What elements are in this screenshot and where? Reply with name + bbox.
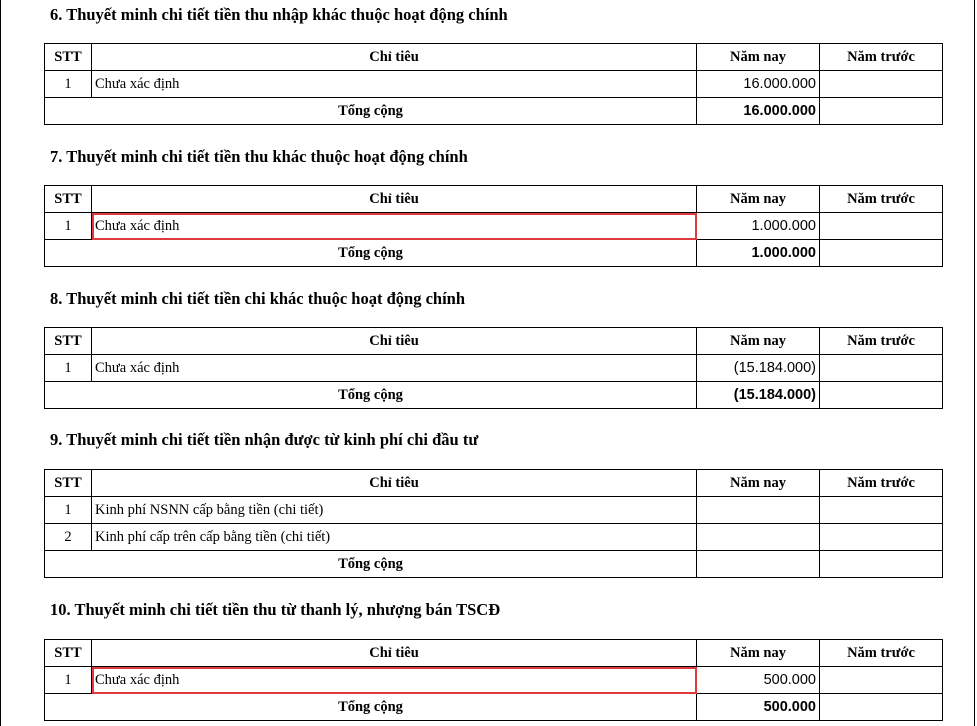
column-header-current-year: Năm nay <box>697 186 820 213</box>
section-heading: 8. Thuyết minh chi tiết tiền chi khác thuộc hoạt động chính <box>50 289 466 308</box>
row-previous-year-cell[interactable] <box>820 355 943 382</box>
row-stt: 1 <box>45 355 92 382</box>
column-header-name: Chỉ tiêu <box>92 470 697 497</box>
column-header-name: Chỉ tiêu <box>92 186 697 213</box>
row-current-year-cell[interactable] <box>697 497 820 524</box>
detail-table <box>44 43 943 125</box>
detail-table <box>44 327 943 409</box>
total-current-year: 16.000.000 <box>697 98 820 125</box>
row-stt: 1 <box>45 497 92 524</box>
row-previous-year-cell[interactable] <box>820 497 943 524</box>
total-previous-year <box>820 382 943 409</box>
row-stt: 1 <box>45 71 92 98</box>
total-current-year: (15.184.000) <box>697 382 820 409</box>
section-heading: 6. Thuyết minh chi tiết tiền thu nhập khác thuộc hoạt động chính <box>50 5 508 24</box>
column-header-name: Chỉ tiêu <box>92 640 697 667</box>
section-heading: 9. Thuyết minh chi tiết tiền nhận được từ kinh phí chi đầu tư <box>50 430 479 449</box>
row-stt: 1 <box>45 213 92 240</box>
table-row <box>45 524 943 551</box>
total-row <box>45 382 943 409</box>
row-previous-year-cell[interactable] <box>820 213 943 240</box>
column-header-name: Chỉ tiêu <box>92 328 697 355</box>
total-previous-year <box>820 694 943 721</box>
row-current-year-cell[interactable]: 500.000 <box>697 667 820 694</box>
total-label: Tổng cộng <box>45 98 697 125</box>
row-name-cell-highlighted[interactable]: Chưa xác định <box>92 213 697 240</box>
column-header-current-year: Năm nay <box>697 640 820 667</box>
total-current-year: 500.000 <box>697 694 820 721</box>
column-header-previous-year: Năm trước <box>820 44 943 71</box>
total-row <box>45 98 943 125</box>
row-name-cell[interactable]: Kinh phí NSNN cấp bằng tiền (chi tiết) <box>92 497 697 524</box>
total-current-year: 1.000.000 <box>697 240 820 267</box>
column-header-name: Chỉ tiêu <box>92 44 697 71</box>
row-previous-year-cell[interactable] <box>820 524 943 551</box>
table-row <box>45 497 943 524</box>
table-row <box>45 71 943 98</box>
row-name-cell-highlighted[interactable]: Chưa xác định <box>92 667 697 694</box>
total-row <box>45 694 943 721</box>
table-row <box>45 355 943 382</box>
column-header-previous-year: Năm trước <box>820 470 943 497</box>
column-header-current-year: Năm nay <box>697 44 820 71</box>
column-header-stt: STT <box>45 44 92 71</box>
column-header-previous-year: Năm trước <box>820 640 943 667</box>
detail-table <box>44 185 943 267</box>
column-header-stt: STT <box>45 470 92 497</box>
section-heading: 7. Thuyết minh chi tiết tiền thu khác thuộc hoạt động chính <box>50 147 468 166</box>
row-current-year-cell[interactable]: 1.000.000 <box>697 213 820 240</box>
row-name-cell[interactable]: Chưa xác định <box>92 71 697 98</box>
total-label: Tổng cộng <box>45 694 697 721</box>
column-header-current-year: Năm nay <box>697 328 820 355</box>
total-row <box>45 551 943 578</box>
column-header-previous-year: Năm trước <box>820 328 943 355</box>
row-name-cell[interactable]: Chưa xác định <box>92 355 697 382</box>
row-previous-year-cell[interactable] <box>820 667 943 694</box>
table-header-row <box>45 470 943 497</box>
row-current-year-cell[interactable]: (15.184.000) <box>697 355 820 382</box>
column-header-previous-year: Năm trước <box>820 186 943 213</box>
table-header-row <box>45 640 943 667</box>
column-header-stt: STT <box>45 640 92 667</box>
row-stt: 2 <box>45 524 92 551</box>
total-current-year <box>697 551 820 578</box>
total-previous-year <box>820 240 943 267</box>
table-row <box>45 213 943 240</box>
table-header-row <box>45 186 943 213</box>
table-header-row <box>45 328 943 355</box>
total-previous-year <box>820 98 943 125</box>
column-header-current-year: Năm nay <box>697 470 820 497</box>
detail-table <box>44 469 943 578</box>
row-previous-year-cell[interactable] <box>820 71 943 98</box>
row-stt: 1 <box>45 667 92 694</box>
detail-table <box>44 639 943 721</box>
row-name-cell[interactable]: Kinh phí cấp trên cấp bằng tiền (chi tiết) <box>92 524 697 551</box>
total-label: Tổng cộng <box>45 551 697 578</box>
total-label: Tổng cộng <box>45 240 697 267</box>
total-label: Tổng cộng <box>45 382 697 409</box>
section-heading: 10. Thuyết minh chi tiết tiền thu từ thanh lý, nhượng bán TSCĐ <box>50 600 501 619</box>
row-current-year-cell[interactable] <box>697 524 820 551</box>
total-previous-year <box>820 551 943 578</box>
row-current-year-cell[interactable]: 16.000.000 <box>697 71 820 98</box>
column-header-stt: STT <box>45 186 92 213</box>
table-row <box>45 667 943 694</box>
column-header-stt: STT <box>45 328 92 355</box>
total-row <box>45 240 943 267</box>
table-header-row <box>45 44 943 71</box>
